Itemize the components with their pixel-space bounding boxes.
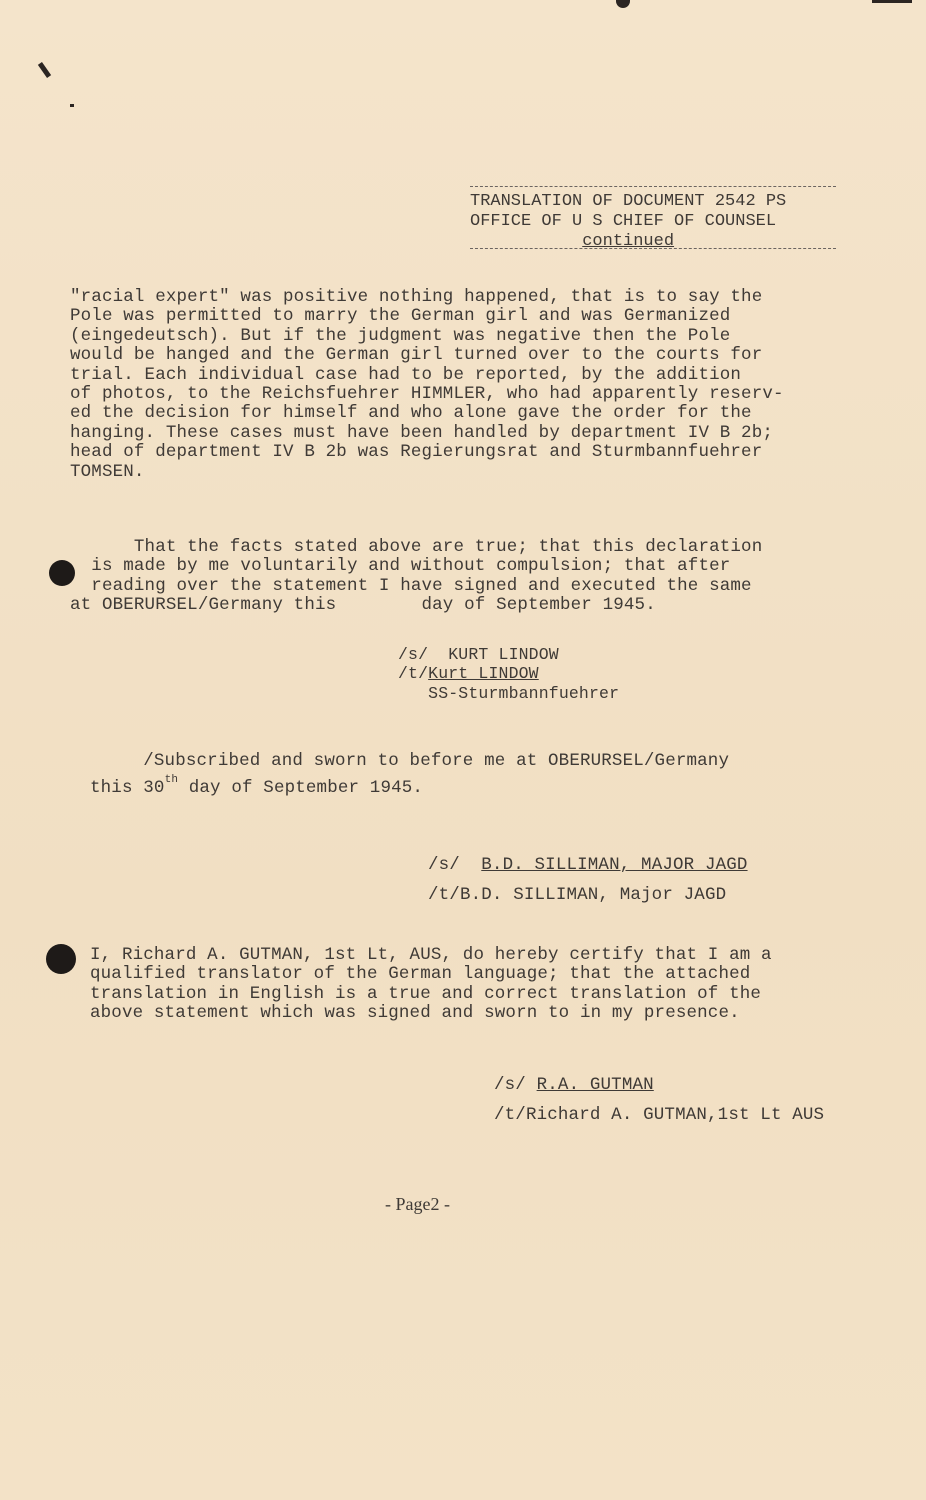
- signature-block-silliman: /s/ B.D. SILLIMAN, MAJOR JAGD /t/B.D. SILLIMAN, Major JAGD: [428, 855, 748, 905]
- corner-mark-left: [38, 62, 51, 78]
- header-rule-bottom: [470, 248, 836, 249]
- signature-block-lindow: /s/ KURT LINDOW /t/Kurt LINDOW SS-Sturmbannfuehrer: [398, 645, 620, 703]
- top-right-mark: [872, 0, 912, 3]
- header-line-1: TRANSLATION OF DOCUMENT 2542 PS: [470, 192, 787, 211]
- declaration-paragraph: That the facts stated above are true; that this declaration is made by me voluntarily and without compulsion; that after reading over the statement I have signed and executed the same at OBERURSEL/Germany this day of September 1945.: [70, 537, 763, 616]
- page-number: - Page2 -: [385, 1194, 450, 1214]
- top-mark: [616, 0, 630, 8]
- document-header: [470, 192, 786, 252]
- header-line-3: continued: [582, 232, 675, 251]
- subscribed-statement: /Subscribed and sworn to before me at OBERURSEL/Germany this 30th day of September 1945.: [90, 751, 730, 799]
- header-line-2: OFFICE OF U S CHIEF OF COUNSEL: [470, 212, 777, 231]
- signature-block-gutman: /s/ R.A. GUTMAN /t/Richard A. GUTMAN,1st Lt AUS: [494, 1075, 825, 1125]
- corner-mark-dot: [70, 104, 74, 107]
- translator-certification: I, Richard A. GUTMAN, 1st Lt, AUS, do hereby certify that I am a qualified translator of the German language; that the attached translation in English is a true and correct translation of the above statement which was signed and sworn to in my presence.: [90, 945, 772, 1024]
- header-rule-top: [470, 186, 836, 187]
- body-paragraph: "racial expert" was positive nothing happened, that is to say the Pole was permitted to marry the German girl and was Germanized (eingedeutsch). But if the judgment was negative then the Pole would be hanged and the German girl turned over to the courts for trial. Each individual case had to be reported, by the addition of photos, to the Reichsfuehrer HIMMLER, who had apparently reserv- ed the decision for himself and who alone gave the order for the hanging. These cases must have been handled by department IV B 2b; head of department IV B 2b was Regierungsrat and Sturmbannfuehrer TOMSEN.: [70, 287, 784, 482]
- punch-hole-bottom: [46, 944, 76, 974]
- typed-name-lindow: /t/Kurt LINDOW: [398, 664, 539, 684]
